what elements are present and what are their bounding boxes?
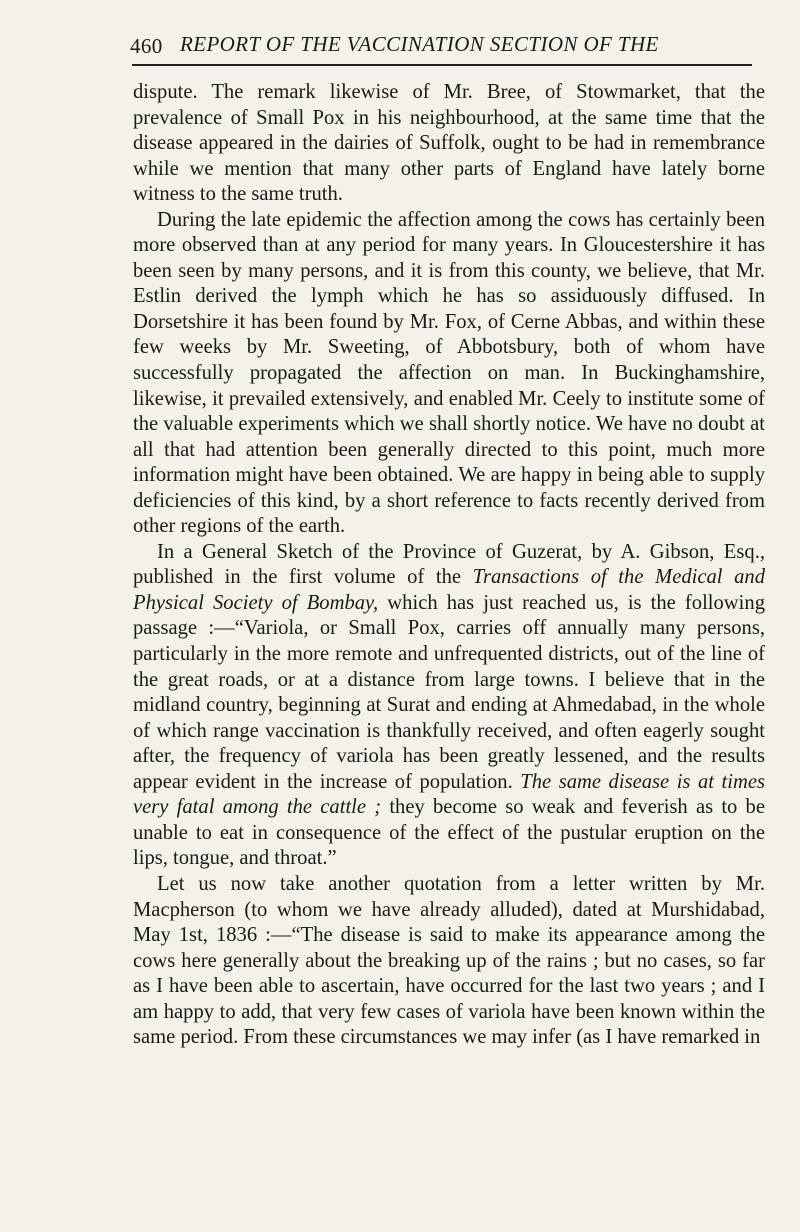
page-header <box>130 26 760 62</box>
text-run: During the late epidemic the affection among the cows has certainly been more observed than at any period for many years. In Gloucestershire it has been seen by many persons, and it is from this county, we believe, that Mr. Estlin derived the lymph which he has so assiduously diffused. In Dorsetshire it has been found by Mr. Fox, of Cerne Abbas, and within these few weeks by Mr. Sweeting, of Abbotsbury, both of whom have successfully propagated the affection on man. In Buckinghamshire, likewise, it prevailed extensively, and enabled Mr. Ceely to institute some of the valuable experiments which we shall shortly notice. We have no doubt at all that had attention been generally directed to this point, much more information might have been obtained. We are happy in being able to supply deficiencies of this kind, by a short reference to facts recently derived from other regions of the earth. <box>133 208 765 538</box>
body-text <box>133 80 765 1051</box>
paragraph-epidemic <box>133 208 765 540</box>
paragraph-macpherson <box>133 872 765 1051</box>
text-run: they become so weak and feverish as to be unable to eat in consequence of the effect of the pustular eruption on the lips, tongue, and throat.” <box>133 796 765 870</box>
header-rule <box>132 64 752 66</box>
running-title: REPORT OF THE VACCINATION SECTION OF THE <box>180 32 659 56</box>
paragraph-dispute <box>133 80 765 208</box>
page-number: 460 <box>130 34 163 58</box>
text-run: Let us now take another quotation from a letter written by Mr. Macpherson (to whom we have already alluded), dated at Murshidabad, May 1st, 1836 :—“The disease is said to make its appearance among the cows here generally about the breaking up of the rains ; but no cases, so far as I have been able to ascertain, have occurred for the last two years ; and I am happy to add, that very few cases of variola have been known within the same period. From these circumstances we may infer (as I have remarked in <box>133 872 765 1049</box>
italic-run: The same disease is at times very fatal among the cattle ; <box>133 770 766 819</box>
text-run: In a General Sketch of the Province of Guzerat, by A. Gibson, Esq., published in the first volume of the <box>133 540 765 589</box>
italic-run: Transactions of the Medical and Physical Society of Bombay, <box>133 566 766 614</box>
text-run: dispute. The remark likewise of Mr. Bree, of Stowmarket, that the prevalence of Small Pox in his neighbourhood, at the same time that the disease appeared in the dairies of Suffolk, ought to be had in remembrance while we mention that many other parts of England have lately borne witness to the same truth. <box>133 81 765 206</box>
paragraph-guzerat <box>133 540 765 872</box>
text-run: which has just reached us, is the following passage :—“Variola, or Small Pox, carries off annually many persons, particularly in the more remote and unfrequented districts, out of the line of the great roads, or at a distance from large towns. I believe that in the midland country, beginning at Surat and ending at Ahmedabad, in the whole of which range vaccination is thankfully received, and often eagerly sought after, the frequency of variola has been greatly lessened, and the results appear evident in the increase of population. <box>133 591 765 793</box>
